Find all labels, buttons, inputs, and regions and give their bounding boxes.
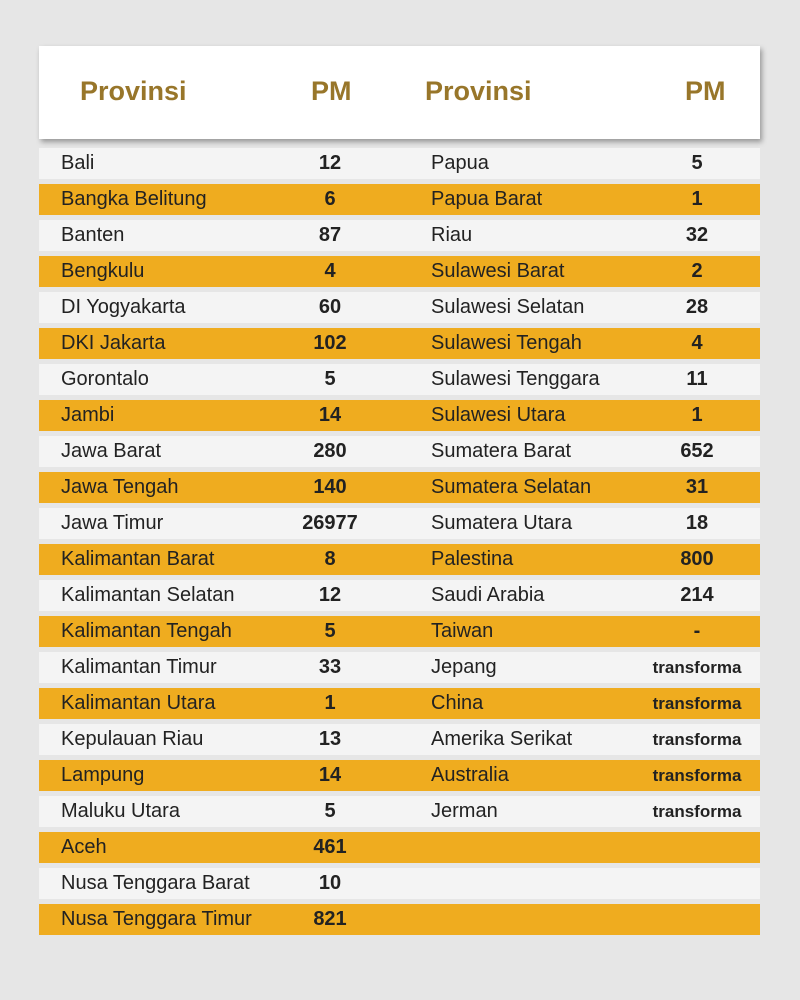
table-row: [39, 292, 760, 323]
left-province-name: Lampung: [61, 764, 145, 786]
left-pm-value: 1: [324, 692, 336, 714]
right-province-name: Saudi Arabia: [431, 584, 545, 606]
right-pm-value: 1: [691, 188, 703, 210]
right-province-name: Amerika Serikat: [431, 728, 573, 750]
left-province-name: Kalimantan Timur: [61, 656, 217, 678]
left-province-name: Bengkulu: [61, 260, 145, 282]
table-row: [39, 796, 760, 827]
right-pm-value: 11: [686, 368, 708, 390]
left-province-name: Kalimantan Tengah: [61, 620, 232, 642]
left-province-name: DI Yogyakarta: [61, 296, 186, 318]
right-pm-value: transforma: [652, 694, 742, 713]
table-row: [39, 184, 760, 215]
table-row: [39, 688, 760, 719]
right-province-name: Australia: [431, 764, 509, 786]
table-row: [39, 904, 760, 935]
table-row: [39, 364, 760, 395]
header-provinsi-left: Provinsi: [80, 76, 187, 106]
left-province-name: Nusa Tenggara Timur: [61, 908, 252, 930]
left-pm-value: 140: [313, 476, 347, 498]
left-pm-value: 87: [318, 224, 342, 246]
right-province-name: Riau: [431, 224, 473, 246]
right-pm-value: 800: [680, 548, 714, 570]
right-province-name: Sumatera Utara: [431, 512, 573, 534]
table-row: [39, 508, 760, 539]
left-province-name: Gorontalo: [61, 368, 149, 390]
left-pm-value: 13: [318, 728, 342, 750]
left-pm-value: 60: [318, 296, 342, 318]
left-pm-value: 461: [313, 836, 347, 858]
table-row: [39, 472, 760, 503]
table-row: [39, 256, 760, 287]
right-province-name: Palestina: [431, 548, 514, 570]
right-pm-value: 28: [685, 296, 709, 318]
table-row: [39, 868, 760, 899]
right-province-name: Jepang: [431, 656, 497, 678]
left-pm-value: 12: [318, 584, 342, 606]
right-pm-value: 214: [680, 584, 714, 606]
left-province-name: DKI Jakarta: [61, 332, 166, 354]
right-province-name: Sulawesi Utara: [431, 404, 566, 426]
right-province-name: Papua Barat: [431, 188, 543, 210]
header-pm-left: PM: [311, 76, 352, 106]
right-pm-value: transforma: [652, 658, 742, 677]
right-province-name: Sulawesi Barat: [431, 260, 565, 282]
left-province-name: Banten: [61, 224, 125, 246]
right-pm-value: 1: [691, 404, 703, 426]
left-province-name: Jambi: [61, 404, 115, 426]
left-pm-value: 10: [318, 872, 342, 894]
right-province-name: Taiwan: [431, 620, 494, 642]
right-province-name: Sumatera Selatan: [431, 476, 592, 498]
left-pm-value: 5: [324, 620, 336, 642]
right-pm-value: 32: [685, 224, 709, 246]
right-province-name: Jerman: [431, 800, 498, 822]
right-province-name: Sulawesi Tengah: [431, 332, 582, 354]
left-pm-value: 5: [324, 368, 336, 390]
left-province-name: Kalimantan Barat: [61, 548, 215, 570]
left-pm-value: 26977: [302, 512, 358, 534]
right-pm-value: 5: [691, 152, 703, 174]
left-province-name: Kalimantan Utara: [61, 692, 216, 714]
left-province-name: Jawa Barat: [61, 440, 162, 462]
right-pm-value: 18: [685, 512, 709, 534]
left-pm-value: 102: [313, 332, 347, 354]
right-province-name: Papua: [431, 152, 489, 174]
right-pm-value: 652: [680, 440, 714, 462]
left-province-name: Bali: [61, 152, 95, 174]
table-row: [39, 544, 760, 575]
header-pm-right: PM: [685, 76, 726, 106]
table-row: [39, 760, 760, 791]
right-province-name: China: [431, 692, 484, 714]
right-pm-value: transforma: [652, 730, 742, 749]
right-pm-value: 4: [691, 332, 703, 354]
province-table: [39, 148, 760, 940]
table-row: [39, 652, 760, 683]
table-row: [39, 724, 760, 755]
table-row: [39, 220, 760, 251]
left-pm-value: 5: [324, 800, 336, 822]
left-province-name: Aceh: [61, 836, 107, 858]
right-province-name: Sumatera Barat: [431, 440, 572, 462]
table-row: [39, 832, 760, 863]
left-province-name: Maluku Utara: [61, 800, 180, 822]
left-pm-value: 33: [318, 656, 342, 678]
table-row: [39, 580, 760, 611]
left-province-name: Kepulauan Riau: [61, 728, 204, 750]
left-province-name: Nusa Tenggara Barat: [61, 872, 250, 894]
table-header: [39, 46, 760, 139]
left-pm-value: 8: [324, 548, 336, 570]
left-province-name: Bangka Belitung: [61, 188, 207, 210]
left-province-name: Kalimantan Selatan: [61, 584, 235, 606]
table-row: [39, 328, 760, 359]
table-row: [39, 616, 760, 647]
right-pm-value: 31: [685, 476, 709, 498]
left-pm-value: 14: [318, 764, 342, 786]
left-pm-value: 12: [318, 152, 342, 174]
left-pm-value: 14: [318, 404, 342, 426]
table-row: [39, 436, 760, 467]
table-row: [39, 400, 760, 431]
left-pm-value: 280: [313, 440, 347, 462]
right-pm-value: -: [693, 620, 701, 642]
left-pm-value: 6: [324, 188, 336, 210]
right-province-name: Sulawesi Tenggara: [431, 368, 600, 390]
right-pm-value: transforma: [652, 766, 742, 785]
table-row: [39, 148, 760, 179]
left-province-name: Jawa Tengah: [61, 476, 179, 498]
header-provinsi-right: Provinsi: [425, 76, 532, 106]
left-pm-value: 4: [324, 260, 336, 282]
right-province-name: Sulawesi Selatan: [431, 296, 585, 318]
right-pm-value: 2: [691, 260, 703, 282]
left-province-name: Jawa Timur: [61, 512, 164, 534]
left-pm-value: 821: [313, 908, 347, 930]
right-pm-value: transforma: [652, 802, 742, 821]
